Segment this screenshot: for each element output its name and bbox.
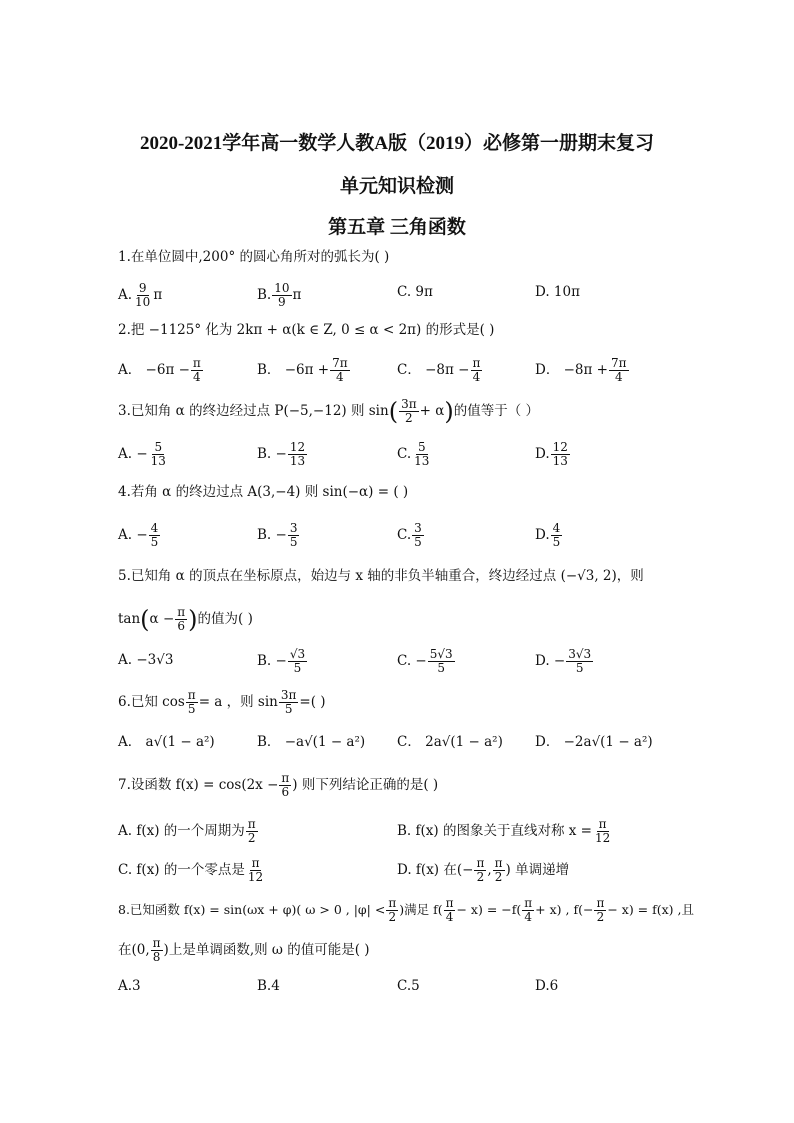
question-6-option-b: B． −a√(1 − a²) (257, 734, 366, 750)
question-3-option-b: B. − $\frac{12}{13}$ (257, 440, 306, 468)
question-4-option-d: D. $\frac{4}{5}$ (535, 521, 561, 549)
question-7-option-d: D. f(x) 在(− $\frac{\pi}{2}$ , $\frac{\pi}{2}$ ) 单调递增 (397, 856, 570, 884)
question-8-option-b: B.4 (257, 978, 280, 994)
question-5-option-b: B. − $\frac{√3}{5}$ (257, 647, 306, 675)
question-1-option-a: A. $\frac{9}{10}$ π (118, 281, 163, 309)
question-1-stem: 1.在单位圆中,200° 的圆心角所对的弧长为( ) (118, 249, 390, 265)
question-4-option-b: B. − $\frac{3}{5}$ (257, 521, 298, 549)
document-title: 2020-2021学年高一数学人教A版（2019）必修第一册期末复习 (139, 133, 655, 154)
question-1-option-d: D. 10π (535, 284, 580, 300)
question-5-option-d: D. − $\frac{3√3}{5}$ (535, 647, 592, 675)
question-1-option-b: B. $\frac{10}{9}$ π (257, 281, 302, 309)
question-3-option-a: A. − $\frac{5}{13}$ (118, 440, 166, 468)
chapter-title: 第五章 三角函数 (328, 217, 466, 238)
question-8-stem-line2: 在(0, $\frac{\pi}{8}$ )上是单调函数,则 ω 的值可能是( ) (118, 936, 370, 964)
question-8-stem: 8.已知函数 f(x) = sin(ωx + φ)( ω > 0 , |φ| < $\frac{\pi}{2}$ )满足 f( $\frac{\pi}{4}$ − x) = −f( $\frac{\pi}{4}$ + x) , f(− $\frac{\pi}{2}$ − x) = f(x) ,且 (118, 896, 694, 924)
question-8-option-a: A.3 (118, 978, 141, 994)
question-1-option-c: C. 9π (397, 284, 433, 300)
question-2-stem: 2.把 −1125° 化为 2kπ + α(k ∈ Z, 0 ≤ α < 2π) 的形式是( ) (118, 322, 495, 338)
question-2-option-d: D． −8π + $\frac{7\pi}{4}$ (535, 356, 627, 384)
question-5-option-a: A. −3√3 (118, 652, 174, 668)
question-4-stem: 4.若角 α 的终边过点 A(3,−4) 则 sin(−α) = ( ) (118, 484, 409, 500)
question-4-option-a: A. − $\frac{4}{5}$ (118, 521, 159, 549)
question-7-option-c: C. f(x) 的一个零点是 $\frac{\pi}{12}$ (118, 856, 264, 884)
question-3-option-d: D. $\frac{12}{13}$ (535, 440, 568, 468)
question-5-stem-line2: tan(α − $\frac{\pi}{6}$ )的值为( ) (118, 605, 253, 634)
question-7-option-a: A. f(x) 的一个周期为 $\frac{\pi}{2}$ (118, 817, 256, 845)
question-8-option-d: D.6 (535, 978, 559, 994)
question-3-stem: 3.已知角 α 的终边经过点 P(−5,−12) 则 sin( $\frac{3\pi}{2}$ + α)的值等于（ ） (118, 397, 540, 426)
question-5-option-c: C. − $\frac{5√3}{5}$ (397, 647, 453, 675)
question-3-option-c: C. $\frac{5}{13}$ (397, 440, 430, 468)
question-5-stem: 5.已知角 α 的顶点在坐标原点，始边与 x 轴的非负半轴重合，终边经过点 (−√3, 2)，则 (118, 568, 644, 584)
question-2-option-b: B． −6π + $\frac{7\pi}{4}$ (257, 356, 348, 384)
question-4-option-c: C. $\frac{3}{5}$ (397, 521, 422, 549)
question-6-stem: 6.已知 cos $\frac{\pi}{5}$ = a ，则 sin $\frac{3\pi}{5}$ =( ) (118, 688, 326, 716)
question-7-option-b: B. f(x) 的图象关于直线对称 x = $\frac{\pi}{12}$ (397, 817, 611, 845)
question-7-stem: 7.设函数 f(x) = cos(2x − $\frac{\pi}{6}$ ) 则下列结论正确的是( ) (118, 771, 439, 799)
document-subtitle: 单元知识检测 (339, 176, 454, 197)
question-6-option-d: D． −2a√(1 − a²) (535, 734, 653, 750)
question-2-option-a: A． −6π − $\frac{\pi}{4}$ (118, 356, 201, 384)
question-8-option-c: C.5 (397, 978, 420, 994)
question-6-option-a: A． a√(1 − a²) (118, 734, 215, 750)
question-2-option-c: C． −8π − $\frac{\pi}{4}$ (397, 356, 481, 384)
question-6-option-c: C． 2a√(1 − a²) (397, 734, 503, 750)
